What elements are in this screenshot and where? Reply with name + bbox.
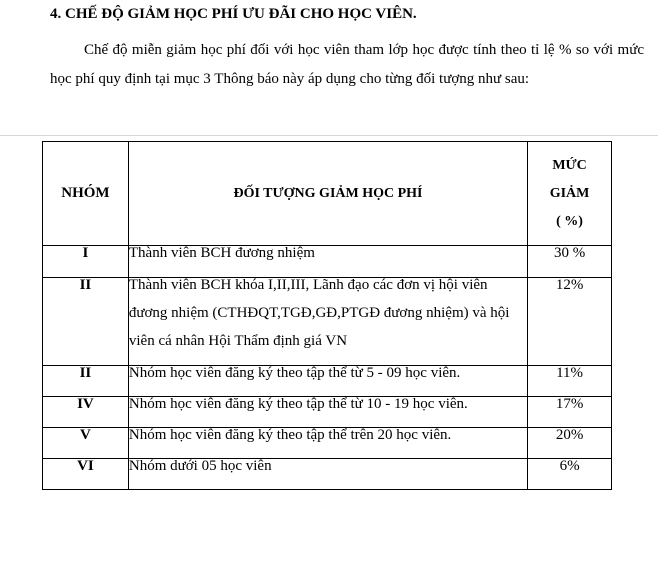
table-row xyxy=(43,246,612,278)
tuition-discount-table xyxy=(42,141,612,490)
page-divider xyxy=(0,135,658,136)
group-cell: IV xyxy=(43,397,129,428)
group-cell: II xyxy=(43,278,129,366)
header-target: ĐỐI TƯỢNG GIẢM HỌC PHÍ xyxy=(128,142,527,246)
table-row xyxy=(43,459,612,490)
group-cell: VI xyxy=(43,459,129,490)
target-cell: Nhóm học viên đăng ký theo tập thể từ 5 - 09 học viên. xyxy=(128,366,527,397)
table-row xyxy=(43,366,612,397)
rate-cell: 12% xyxy=(528,278,612,366)
target-cell: Nhóm học viên đăng ký theo tập thể từ 10 - 19 học viên. xyxy=(128,397,527,428)
target-cell: Thành viên BCH đương nhiệm xyxy=(128,246,527,278)
rate-cell: 6% xyxy=(528,459,612,490)
rate-cell: 11% xyxy=(528,366,612,397)
rate-cell: 17% xyxy=(528,397,612,428)
rate-cell: 20% xyxy=(528,428,612,459)
group-cell: V xyxy=(43,428,129,459)
header-rate-line-2: GIẢM xyxy=(549,185,590,201)
header-group: NHÓM xyxy=(43,142,129,246)
target-cell: Thành viên BCH khóa I,II,III, Lãnh đạo các đơn vị hội viên đương nhiệm (CTHĐQT,TGĐ,GĐ,PTGĐ đương nhiệm) và hội viên cá nhân Hội Thẩm định giá VN xyxy=(128,278,527,366)
table-row xyxy=(43,397,612,428)
group-cell: II xyxy=(43,366,129,397)
target-cell: Nhóm học viên đăng ký theo tập thể trên 20 học viên. xyxy=(128,428,527,459)
group-cell: I xyxy=(43,246,129,278)
intro-paragraph: Chế độ miễn giảm học phí đối với học viên tham lớp học được tính theo tỉ lệ % so với mức học phí quy định tại mục 3 Thông báo này áp dụng cho từng đối tượng như sau: xyxy=(50,42,644,87)
rate-cell: 30 % xyxy=(528,246,612,278)
section-heading: 4. CHẾ ĐỘ GIẢM HỌC PHÍ ƯU ĐÃI CHO HỌC VIÊN. xyxy=(50,6,417,22)
table-row xyxy=(43,278,612,366)
target-cell: Nhóm dưới 05 học viên xyxy=(128,459,527,490)
header-rate xyxy=(528,142,612,246)
table-row xyxy=(43,428,612,459)
table-header-row xyxy=(43,142,612,246)
header-rate-line-1: MỨC xyxy=(552,157,587,173)
header-rate-line-3: ( %) xyxy=(556,213,583,229)
